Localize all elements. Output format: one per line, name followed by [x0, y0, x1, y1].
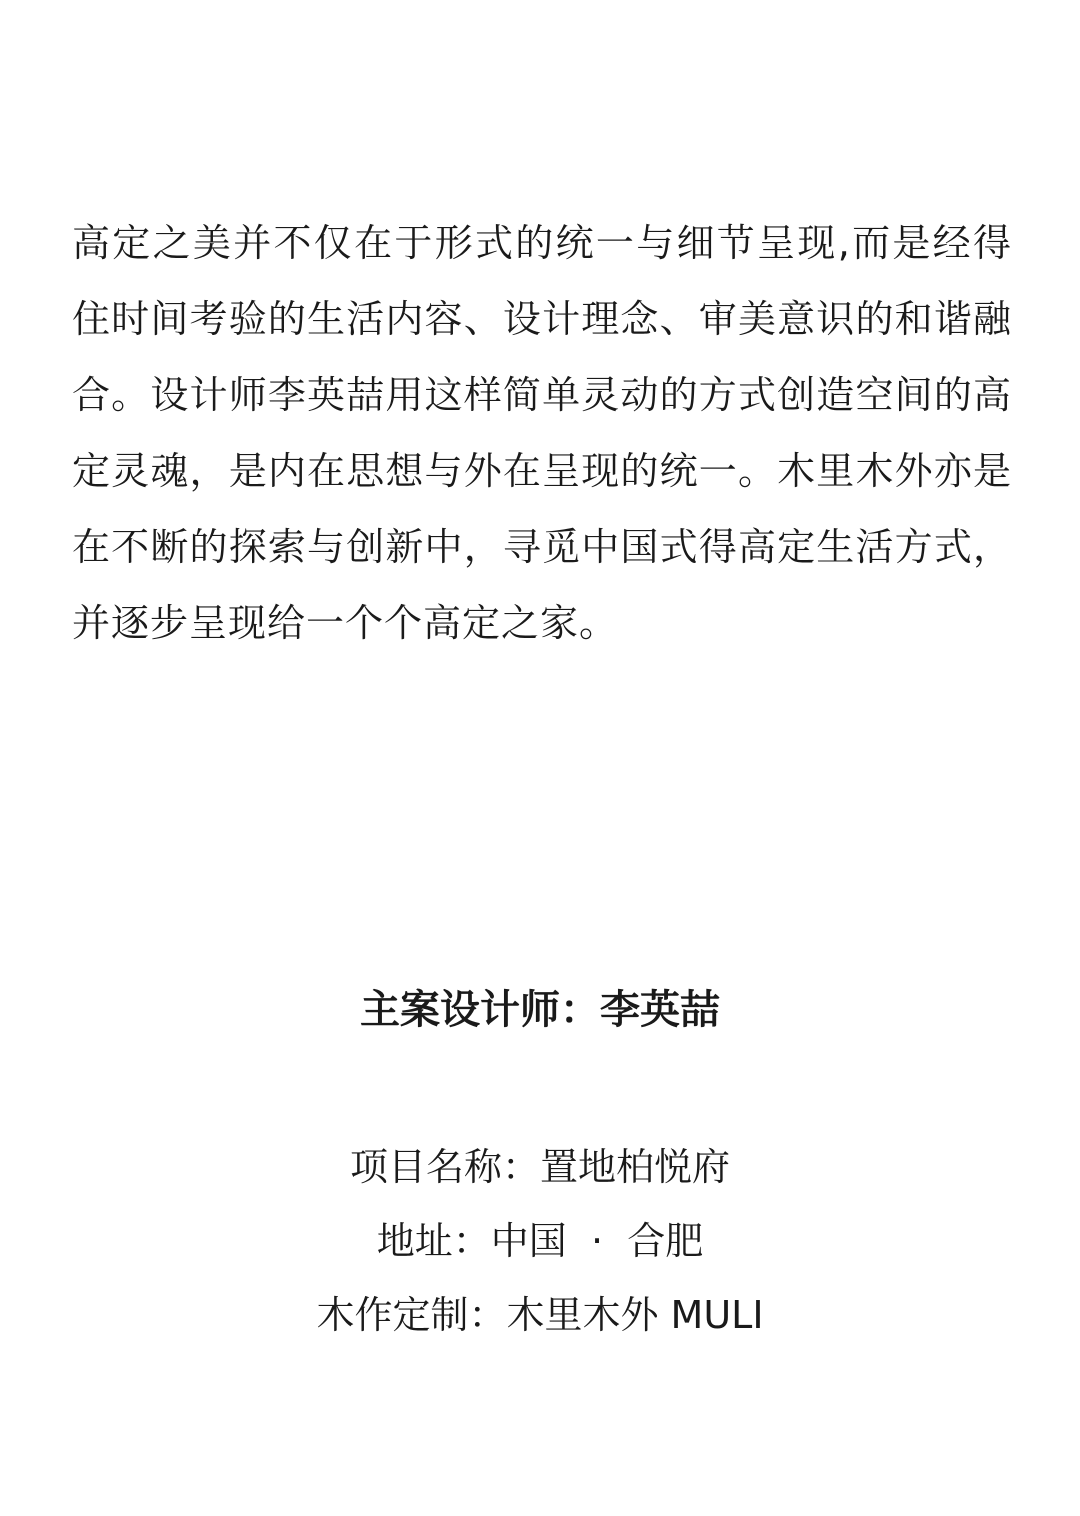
project-address: 地址：中国 · 合肥: [376, 1219, 704, 1263]
paragraph-line: 住时间考验的生活内容、设计理念、审美意识的和谐融: [72, 297, 1012, 341]
paragraph-line: 定灵魂，是内在思想与外在呈现的统一。木里木外亦是: [72, 449, 1012, 493]
paragraph-line: 在不断的探索与创新中，寻觅中国式得高定生活方式，: [72, 525, 1012, 569]
paragraph-line: 高定之美并不仅在于形式的统一与细节呈现,而是经得: [72, 221, 1012, 265]
paragraph-line: 合。设计师李英喆用这样简单灵动的方式创造空间的高: [72, 373, 1012, 417]
intro-paragraph: [72, 205, 1012, 661]
project-info: [0, 1130, 1080, 1352]
paragraph-line: 并逐步呈现给一个个高定之家。: [72, 601, 619, 645]
woodwork-credit: 木作定制：木里木外 MULI: [316, 1293, 764, 1337]
lead-designer-heading: 主案设计师：李英喆: [360, 987, 720, 1033]
project-name: 项目名称：置地柏悦府: [349, 1145, 730, 1189]
